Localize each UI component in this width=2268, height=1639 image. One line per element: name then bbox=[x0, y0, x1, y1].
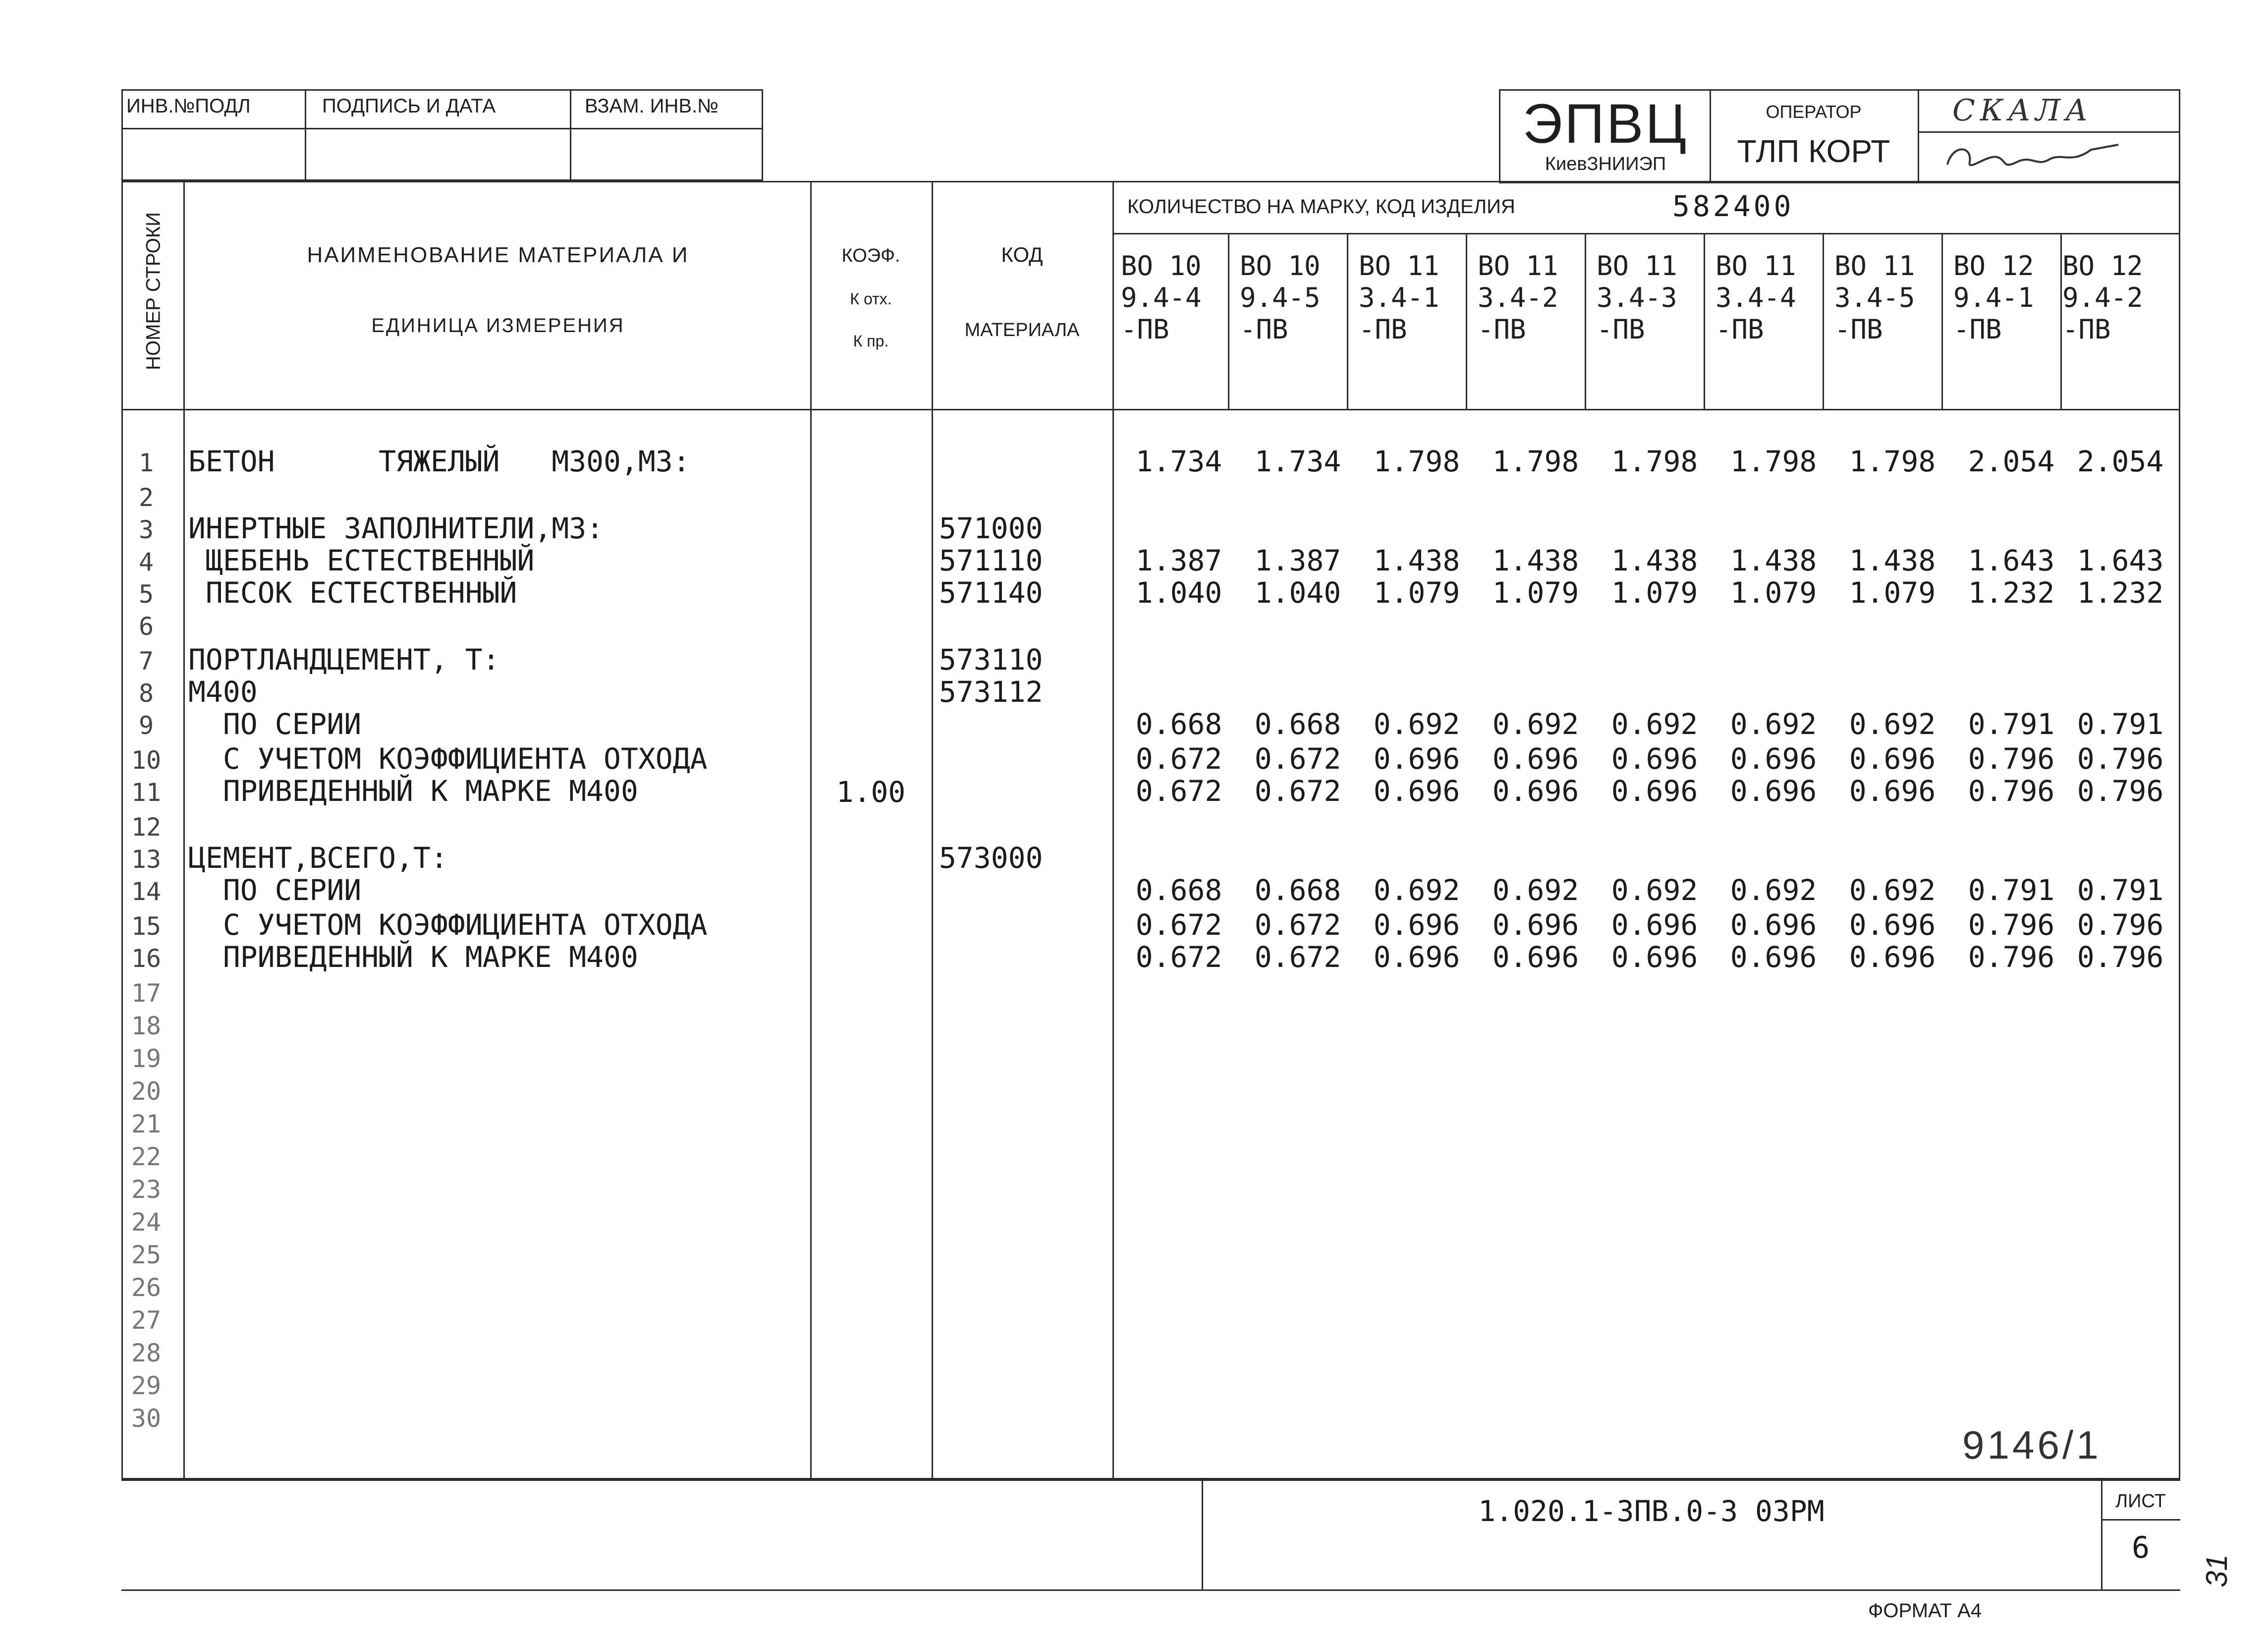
quantity-value: 1.734 bbox=[1135, 445, 1222, 478]
column-header-line1: ВО 11 bbox=[1715, 250, 1796, 282]
quantity-value: 0.796 bbox=[2077, 742, 2164, 776]
quantity-value: 0.796 bbox=[2077, 940, 2164, 974]
column-header-line3: -ПВ bbox=[1597, 314, 1645, 345]
stamp-divider bbox=[121, 128, 763, 129]
material-label-2: ЕДИНИЦА ИЗМЕРЕНИЯ bbox=[371, 315, 625, 337]
column-header bbox=[2062, 250, 2179, 345]
quantity-value: 0.796 bbox=[1968, 908, 2055, 942]
quantity-value: 0.668 bbox=[1254, 873, 1341, 907]
row-number: 12 bbox=[131, 813, 162, 842]
row-number-label: НОМЕР СТРОКИ bbox=[142, 212, 165, 370]
quantity-value: 0.672 bbox=[1254, 908, 1341, 942]
col-line-code bbox=[1112, 181, 1114, 1479]
row-number: 26 bbox=[131, 1273, 162, 1302]
quantity-value: 1.643 bbox=[2077, 544, 2164, 577]
column-header-line3: -ПВ bbox=[2062, 314, 2111, 345]
quantity-value: 0.672 bbox=[1254, 940, 1341, 974]
column-header-line1: ВО 11 bbox=[1478, 250, 1558, 282]
row-number: 9 bbox=[138, 711, 154, 740]
column-header-line1: ВО 11 bbox=[1359, 250, 1439, 282]
material-name: ИНЕРТНЫЕ ЗАПОЛНИТЕЛИ,М3: bbox=[188, 511, 604, 545]
quantity-value: 0.672 bbox=[1135, 940, 1222, 974]
org-sign-divider bbox=[1918, 131, 2180, 133]
quantity-value: 1.387 bbox=[1135, 544, 1222, 577]
material-code: 573000 bbox=[939, 841, 1043, 875]
quantity-value: 0.692 bbox=[1373, 707, 1460, 741]
row-number: 27 bbox=[131, 1306, 162, 1335]
row-number: 1 bbox=[138, 449, 154, 477]
quantity-value: 0.692 bbox=[1492, 873, 1579, 907]
quantity-value: 0.791 bbox=[1968, 873, 2055, 907]
quantity-value: 0.672 bbox=[1254, 742, 1341, 776]
column-header bbox=[1597, 250, 1713, 345]
quantity-value: 0.696 bbox=[1492, 908, 1579, 942]
column-header-line2: 9.4-4 bbox=[1121, 282, 1202, 313]
operator-value: ТЛП КОРТ bbox=[1737, 133, 1890, 169]
quantity-value: 1.798 bbox=[1373, 445, 1460, 478]
quantity-value: 1.387 bbox=[1254, 544, 1341, 577]
quantity-value: 1.438 bbox=[1730, 544, 1817, 577]
quantity-value: 2.054 bbox=[2077, 445, 2164, 478]
quantity-value: 0.672 bbox=[1135, 774, 1222, 808]
column-header-line2: 9.4-5 bbox=[1240, 282, 1321, 313]
column-header bbox=[1359, 250, 1475, 345]
qty-header-line bbox=[1112, 233, 2180, 234]
quantity-value: 0.696 bbox=[1730, 940, 1817, 974]
column-header bbox=[1240, 250, 1356, 345]
quantity-value: 0.696 bbox=[1730, 774, 1817, 808]
stamp-sep-1 bbox=[305, 89, 306, 181]
material-name: ПО СЕРИИ bbox=[188, 707, 362, 741]
row-number: 4 bbox=[138, 548, 154, 576]
quantity-value: 1.040 bbox=[1135, 576, 1222, 610]
row-number: 6 bbox=[138, 612, 154, 641]
quantity-value: 0.692 bbox=[1611, 707, 1698, 741]
quantity-value: 1.798 bbox=[1611, 445, 1698, 478]
quantity-value: 0.692 bbox=[1730, 873, 1817, 907]
coef-label-3: К пр. bbox=[853, 332, 889, 350]
org-sep-2 bbox=[1918, 89, 1919, 183]
stamp-inv-podl: ИНВ.№ПОДЛ bbox=[126, 95, 251, 117]
quantity-value: 1.079 bbox=[1373, 576, 1460, 610]
row-number: 17 bbox=[131, 979, 162, 1008]
quantity-value: 0.791 bbox=[2077, 707, 2164, 741]
quantity-value: 0.692 bbox=[1611, 873, 1698, 907]
quantity-value: 1.734 bbox=[1254, 445, 1341, 478]
col-line-num bbox=[183, 181, 185, 1479]
sheet-divider bbox=[2101, 1519, 2180, 1521]
quantity-value: 0.791 bbox=[1968, 707, 2055, 741]
quantity-value: 0.696 bbox=[1849, 774, 1936, 808]
quantity-value: 0.796 bbox=[1968, 940, 2055, 974]
quantity-value: 1.079 bbox=[1730, 576, 1817, 610]
stamp-vzam-inv: ВЗАМ. ИНВ.№ bbox=[585, 95, 719, 117]
row-number: 14 bbox=[131, 877, 162, 906]
quantity-value: 1.438 bbox=[1492, 544, 1579, 577]
quantity-value: 0.796 bbox=[2077, 774, 2164, 808]
column-header-line3: -ПВ bbox=[1953, 314, 2002, 345]
material-code: 571140 bbox=[939, 576, 1043, 610]
quantity-value: 1.798 bbox=[1730, 445, 1817, 478]
product-code: 582400 bbox=[1672, 189, 1794, 223]
column-header-line2: 9.4-1 bbox=[1953, 282, 2034, 313]
column-header-line3: -ПВ bbox=[1834, 314, 1883, 345]
material-code: 573112 bbox=[939, 675, 1043, 709]
row-number: 5 bbox=[138, 580, 154, 609]
quantity-label: КОЛИЧЕСТВО НА МАРКУ, КОД ИЗДЕЛИЯ bbox=[1127, 196, 1515, 218]
column-header-line1: ВО 11 bbox=[1597, 250, 1677, 282]
column-header-line3: -ПВ bbox=[1715, 314, 1764, 345]
quantity-value: 0.696 bbox=[1849, 940, 1936, 974]
quantity-value: 0.696 bbox=[1730, 742, 1817, 776]
quantity-value: 0.672 bbox=[1135, 908, 1222, 942]
quantity-value: 0.692 bbox=[1492, 707, 1579, 741]
margin-mark: 31 bbox=[2200, 1554, 2233, 1587]
col-line-name bbox=[810, 181, 812, 1479]
quantity-value: 0.692 bbox=[1373, 873, 1460, 907]
material-name: ПО СЕРИИ bbox=[188, 873, 362, 907]
quantity-value: 0.696 bbox=[1611, 774, 1698, 808]
stamp-sep-2 bbox=[570, 89, 571, 181]
quantity-value: 0.692 bbox=[1849, 873, 1936, 907]
quantity-value: 0.696 bbox=[1373, 774, 1460, 808]
column-header-line1: ВО 12 bbox=[1953, 250, 2034, 282]
column-header-line1: ВО 10 bbox=[1240, 250, 1321, 282]
material-name: ПЕСОК ЕСТЕСТВЕННЫЙ bbox=[188, 576, 517, 610]
row-number: 11 bbox=[131, 778, 162, 807]
quantity-value: 0.696 bbox=[1849, 908, 1936, 942]
row-number: 16 bbox=[131, 944, 162, 973]
material-name: М400 bbox=[188, 675, 258, 709]
quantity-value: 0.696 bbox=[1492, 774, 1579, 808]
column-header-line3: -ПВ bbox=[1478, 314, 1526, 345]
material-code: 571000 bbox=[939, 511, 1043, 545]
quantity-value: 1.643 bbox=[1968, 544, 2055, 577]
designation: 1.020.1-3ПВ.0-3 03РМ bbox=[1478, 1494, 1825, 1528]
row-number: 23 bbox=[131, 1175, 162, 1204]
coef-label-1: КОЭФ. bbox=[841, 245, 900, 266]
material-name: ПРИВЕДЕННЫЙ К МАРКЕ М400 bbox=[188, 940, 638, 974]
col-line-coef bbox=[932, 181, 933, 1479]
material-name: С УЧЕТОМ КОЭФФИЦИЕНТА ОТХОДА bbox=[188, 742, 708, 776]
column-header-line3: -ПВ bbox=[1240, 314, 1288, 345]
row-number: 8 bbox=[138, 679, 154, 708]
material-name: ПРИВЕДЕННЫЙ К МАРКЕ М400 bbox=[188, 774, 638, 808]
operator-signature-top: СКАЛА bbox=[1952, 93, 2093, 128]
operator-label: ОПЕРАТОР bbox=[1766, 102, 1862, 122]
column-header-line2: 3.4-1 bbox=[1359, 282, 1439, 313]
row-number: 3 bbox=[138, 515, 154, 544]
stamp-podpis-data: ПОДПИСЬ И ДАТА bbox=[322, 95, 496, 117]
material-name: ЩЕБЕНЬ ЕСТЕСТВЕННЫЙ bbox=[188, 544, 535, 577]
quantity-value: 0.696 bbox=[1611, 908, 1698, 942]
material-name: С УЧЕТОМ КОЭФФИЦИЕНТА ОТХОДА bbox=[188, 908, 708, 942]
quantity-value: 0.672 bbox=[1135, 742, 1222, 776]
footer-top-line bbox=[121, 1479, 2180, 1481]
quantity-value: 1.798 bbox=[1492, 445, 1579, 478]
quantity-value: 1.232 bbox=[1968, 576, 2055, 610]
column-header bbox=[1478, 250, 1594, 345]
column-header-line2: 3.4-3 bbox=[1597, 282, 1677, 313]
sheet-number: 6 bbox=[2131, 1530, 2150, 1565]
quantity-value: 1.438 bbox=[1373, 544, 1460, 577]
column-header-line1: ВО 10 bbox=[1121, 250, 1202, 282]
row-number: 24 bbox=[131, 1208, 162, 1237]
column-header bbox=[1121, 250, 1237, 345]
material-code: 571110 bbox=[939, 544, 1043, 577]
quantity-value: 0.791 bbox=[2077, 873, 2164, 907]
operator-signature-icon bbox=[1942, 135, 2121, 179]
row-number: 29 bbox=[131, 1371, 162, 1400]
row-number: 18 bbox=[131, 1012, 162, 1040]
column-header-line2: 3.4-2 bbox=[1478, 282, 1558, 313]
quantity-value: 0.696 bbox=[1373, 940, 1460, 974]
quantity-value: 0.696 bbox=[1730, 908, 1817, 942]
code-label-2: МАТЕРИАЛА bbox=[964, 320, 1080, 340]
row-number: 19 bbox=[131, 1044, 162, 1073]
quantity-value: 1.079 bbox=[1849, 576, 1936, 610]
coef-label-2: К отх. bbox=[850, 290, 892, 308]
quantity-value: 0.796 bbox=[1968, 742, 2055, 776]
quantity-value: 0.668 bbox=[1254, 707, 1341, 741]
main-table bbox=[121, 181, 2180, 1479]
material-name: БЕТОН ТЯЖЕЛЫЙ М300,М3: bbox=[188, 445, 690, 478]
footer-designation-left bbox=[1202, 1479, 1203, 1591]
quantity-value: 1.040 bbox=[1254, 576, 1341, 610]
row-number: 28 bbox=[131, 1339, 162, 1367]
quantity-value: 0.796 bbox=[2077, 908, 2164, 942]
sheet-label: ЛИСТ bbox=[2115, 1491, 2166, 1512]
row-number: 7 bbox=[138, 647, 154, 676]
doc-number: 9146/1 bbox=[1962, 1423, 2102, 1467]
column-header bbox=[1834, 250, 1951, 345]
quantity-value: 1.438 bbox=[1849, 544, 1936, 577]
column-header-line3: -ПВ bbox=[1121, 314, 1169, 345]
material-code: 573110 bbox=[939, 643, 1043, 677]
coef-value: 1.00 bbox=[836, 775, 906, 809]
row-number: 13 bbox=[131, 845, 162, 874]
footer-bottom-line bbox=[121, 1589, 2180, 1591]
quantity-value: 0.692 bbox=[1849, 707, 1936, 741]
quantity-value: 0.668 bbox=[1135, 873, 1222, 907]
quantity-value: 1.798 bbox=[1849, 445, 1936, 478]
row-number: 21 bbox=[131, 1110, 162, 1138]
quantity-value: 0.696 bbox=[1492, 742, 1579, 776]
column-header-line2: 3.4-5 bbox=[1834, 282, 1915, 313]
material-label-1: НАИМЕНОВАНИЕ МАТЕРИАЛА И bbox=[307, 243, 689, 267]
row-number: 22 bbox=[131, 1142, 162, 1171]
quantity-value: 0.696 bbox=[1611, 940, 1698, 974]
row-number: 10 bbox=[131, 746, 162, 775]
column-header-line1: ВО 11 bbox=[1834, 250, 1915, 282]
quantity-value: 0.796 bbox=[1968, 774, 2055, 808]
column-header bbox=[1715, 250, 1832, 345]
org-sep-1 bbox=[1710, 89, 1711, 183]
column-header-line1: ВО 12 bbox=[2062, 250, 2143, 282]
quantity-value: 1.438 bbox=[1611, 544, 1698, 577]
column-header bbox=[1953, 250, 2070, 345]
row-number: 15 bbox=[131, 912, 162, 941]
row-number: 2 bbox=[138, 483, 154, 512]
footer-designation-right bbox=[2101, 1479, 2102, 1591]
header-bottom-line bbox=[121, 409, 2180, 410]
row-number: 20 bbox=[131, 1077, 162, 1106]
org-logo: ЭПВЦ bbox=[1522, 93, 1689, 155]
column-header-line2: 3.4-4 bbox=[1715, 282, 1796, 313]
quantity-value: 1.079 bbox=[1611, 576, 1698, 610]
quantity-value: 0.696 bbox=[1373, 742, 1460, 776]
quantity-value: 0.696 bbox=[1492, 940, 1579, 974]
format-label: ФОРМАТ А4 bbox=[1868, 1600, 1982, 1622]
quantity-value: 0.668 bbox=[1135, 707, 1222, 741]
column-header-line3: -ПВ bbox=[1359, 314, 1407, 345]
quantity-value: 2.054 bbox=[1968, 445, 2055, 478]
material-name: ЦЕМЕНТ,ВСЕГО,Т: bbox=[188, 841, 448, 875]
org-institute: КиевЗНИИЭП bbox=[1545, 154, 1666, 174]
row-number: 25 bbox=[131, 1241, 162, 1269]
material-name: ПОРТЛАНДЦЕМЕНТ, Т: bbox=[188, 643, 500, 677]
quantity-value: 0.692 bbox=[1730, 707, 1817, 741]
quantity-value: 0.696 bbox=[1611, 742, 1698, 776]
quantity-value: 0.672 bbox=[1254, 774, 1341, 808]
row-number: 30 bbox=[131, 1404, 162, 1433]
quantity-value: 0.696 bbox=[1849, 742, 1936, 776]
column-header-line2: 9.4-2 bbox=[2062, 282, 2143, 313]
quantity-value: 1.232 bbox=[2077, 576, 2164, 610]
code-label-1: КОД bbox=[1001, 243, 1043, 266]
quantity-value: 0.696 bbox=[1373, 908, 1460, 942]
quantity-value: 1.079 bbox=[1492, 576, 1579, 610]
